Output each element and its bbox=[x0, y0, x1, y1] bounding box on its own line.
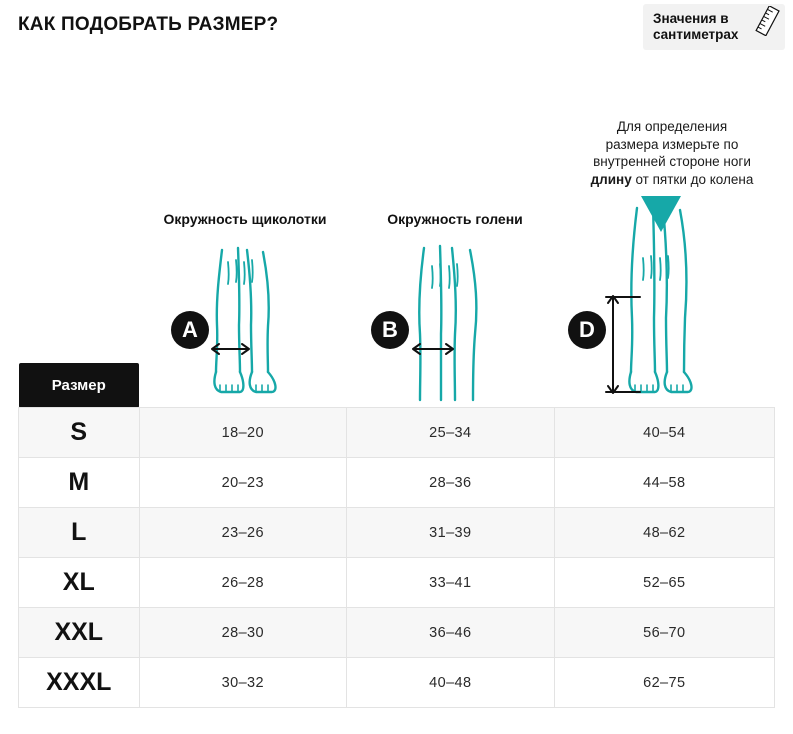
row-value-b: 33–41 bbox=[347, 558, 555, 608]
row-size-label: S bbox=[19, 408, 140, 458]
measurement-note-d bbox=[556, 118, 788, 188]
row-value-a: 28–30 bbox=[139, 608, 347, 658]
row-size-label: XL bbox=[19, 558, 140, 608]
table-header-d bbox=[554, 363, 774, 408]
badge-a: A bbox=[171, 311, 209, 349]
table-header-b bbox=[347, 363, 555, 408]
row-value-d: 44–58 bbox=[554, 458, 774, 508]
column-caption-calf: Окружность голени bbox=[387, 211, 523, 227]
row-value-d: 48–62 bbox=[554, 508, 774, 558]
measure-arrow-b bbox=[413, 344, 453, 354]
row-value-d: 40–54 bbox=[554, 408, 774, 458]
row-value-a: 30–32 bbox=[139, 658, 347, 708]
row-value-d: 52–65 bbox=[554, 558, 774, 608]
row-value-a: 20–23 bbox=[139, 458, 347, 508]
row-size-label: M bbox=[19, 458, 140, 508]
units-note-box bbox=[643, 4, 785, 50]
row-value-b: 31–39 bbox=[347, 508, 555, 558]
units-note-text: Значения в сантиметрах bbox=[653, 11, 739, 42]
column-caption-ankle: Окружность щиколотки bbox=[163, 211, 327, 227]
table-header-size: Размер bbox=[19, 363, 140, 408]
table-row bbox=[19, 658, 775, 708]
note-line-2: размера измерьте по bbox=[605, 136, 739, 152]
page-title: КАК ПОДОБРАТЬ РАЗМЕР? bbox=[18, 14, 279, 35]
badge-d: D bbox=[568, 311, 606, 349]
note-line-3: внутренней стороне ноги bbox=[593, 154, 751, 169]
note-line-4: от пятки до колена bbox=[631, 171, 754, 187]
row-value-b: 40–48 bbox=[347, 658, 555, 708]
row-size-label: XXL bbox=[19, 608, 140, 658]
row-value-a: 26–28 bbox=[139, 558, 347, 608]
table-row bbox=[19, 608, 775, 658]
measure-arrow-a bbox=[212, 344, 249, 354]
table-header-a bbox=[139, 363, 347, 408]
row-value-d: 62–75 bbox=[554, 658, 774, 708]
note-line-1: Для определения bbox=[616, 119, 728, 134]
ruler-icon bbox=[755, 6, 781, 36]
row-value-b: 25–34 bbox=[347, 408, 555, 458]
size-table bbox=[18, 363, 775, 708]
note-bold-word: длину bbox=[590, 171, 632, 187]
table-header-row bbox=[19, 363, 775, 408]
row-value-a: 23–26 bbox=[139, 508, 347, 558]
table-row bbox=[19, 458, 775, 508]
pointer-triangle bbox=[641, 196, 681, 232]
row-value-b: 36–46 bbox=[347, 608, 555, 658]
row-value-b: 28–36 bbox=[347, 458, 555, 508]
table-row bbox=[19, 558, 775, 608]
row-value-d: 56–70 bbox=[554, 608, 774, 658]
badge-b: B bbox=[371, 311, 409, 349]
row-value-a: 18–20 bbox=[139, 408, 347, 458]
table-row bbox=[19, 508, 775, 558]
row-size-label: XXXL bbox=[19, 658, 140, 708]
row-size-label: L bbox=[19, 508, 140, 558]
table-row bbox=[19, 408, 775, 458]
